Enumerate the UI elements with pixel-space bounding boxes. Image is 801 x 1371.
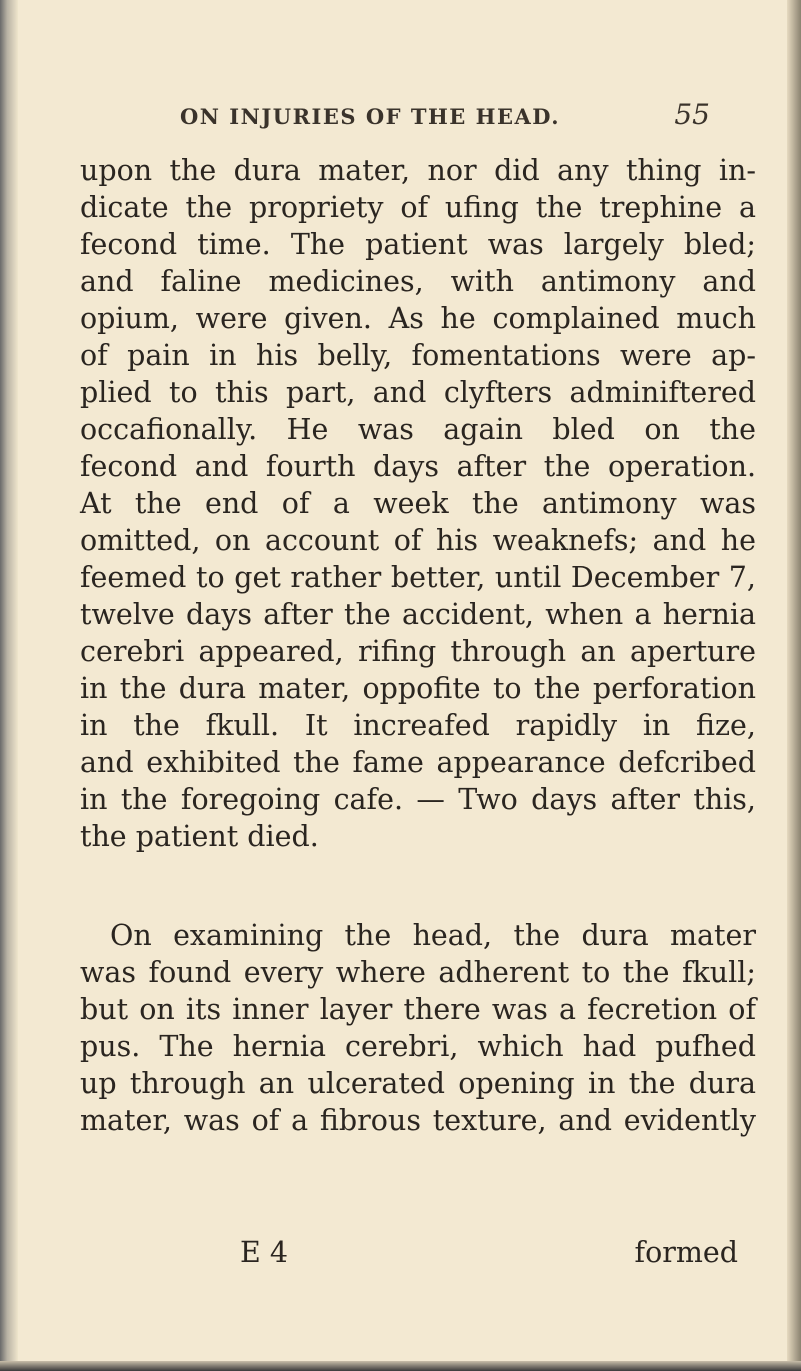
running-head (60, 98, 760, 144)
text-line: On examining the head, the dura mater (110, 919, 756, 952)
running-title: ON INJURIES OF THE HEAD. (180, 104, 561, 129)
text-line: in the fkull. It increafed rapidly in fize, (80, 709, 756, 742)
text-line: plied to this part, and clyfters adminiftered (80, 376, 756, 409)
text-line: dicate the propriety of ufing the trephine a (80, 191, 756, 224)
body-text (80, 152, 756, 1139)
text-line: fecond time. The patient was largely bled; (80, 228, 756, 261)
page-gutter-shadow (0, 0, 18, 1371)
text-line: and faline medicines, with antimony and (80, 265, 756, 298)
catchword: formed (634, 1236, 738, 1269)
page-number: 55 (674, 98, 710, 131)
text-line: feemed to get rather better, until December 7, (80, 561, 756, 594)
paragraph-gap (80, 855, 756, 917)
text-line: and exhibited the fame appearance defcribed (80, 746, 756, 779)
text-line: At the end of a week the antimony was (80, 487, 756, 520)
text-line: was found every where adherent to the fkull; (80, 956, 756, 989)
paragraph-2 (80, 917, 756, 1139)
signature-mark: E 4 (240, 1236, 288, 1269)
text-line: omitted, on account of his weaknefs; and he (80, 524, 756, 557)
page-edge-shadow (787, 0, 801, 1371)
page-footer (80, 1234, 756, 1271)
text-line: of pain in his belly, fomentations were ap- (80, 339, 756, 372)
text-line: up through an ulcerated opening in the dura (80, 1067, 756, 1100)
text-line: opium, were given. As he complained much (80, 302, 756, 335)
page-bottom-edge (0, 1361, 801, 1371)
text-line: upon the dura mater, nor did any thing in- (80, 154, 756, 187)
text-line: pus. The hernia cerebri, which had pufhed (80, 1030, 756, 1063)
text-line: but on its inner layer there was a fecretion of (80, 993, 756, 1026)
text-line: occafionally. He was again bled on the (80, 413, 756, 446)
text-line: twelve days after the accident, when a hernia (80, 598, 756, 631)
text-line: fecond and fourth days after the operation. (80, 450, 756, 483)
text-line: the patient died. (80, 820, 319, 853)
text-line: cerebri appeared, rifing through an aperture (80, 635, 756, 668)
text-line: in the dura mater, oppofite to the perforation (80, 672, 756, 705)
text-line: in the foregoing cafe. — Two days after this, (80, 783, 756, 816)
paragraph-1 (80, 152, 756, 855)
text-line: mater, was of a fibrous texture, and evidently (80, 1104, 756, 1137)
